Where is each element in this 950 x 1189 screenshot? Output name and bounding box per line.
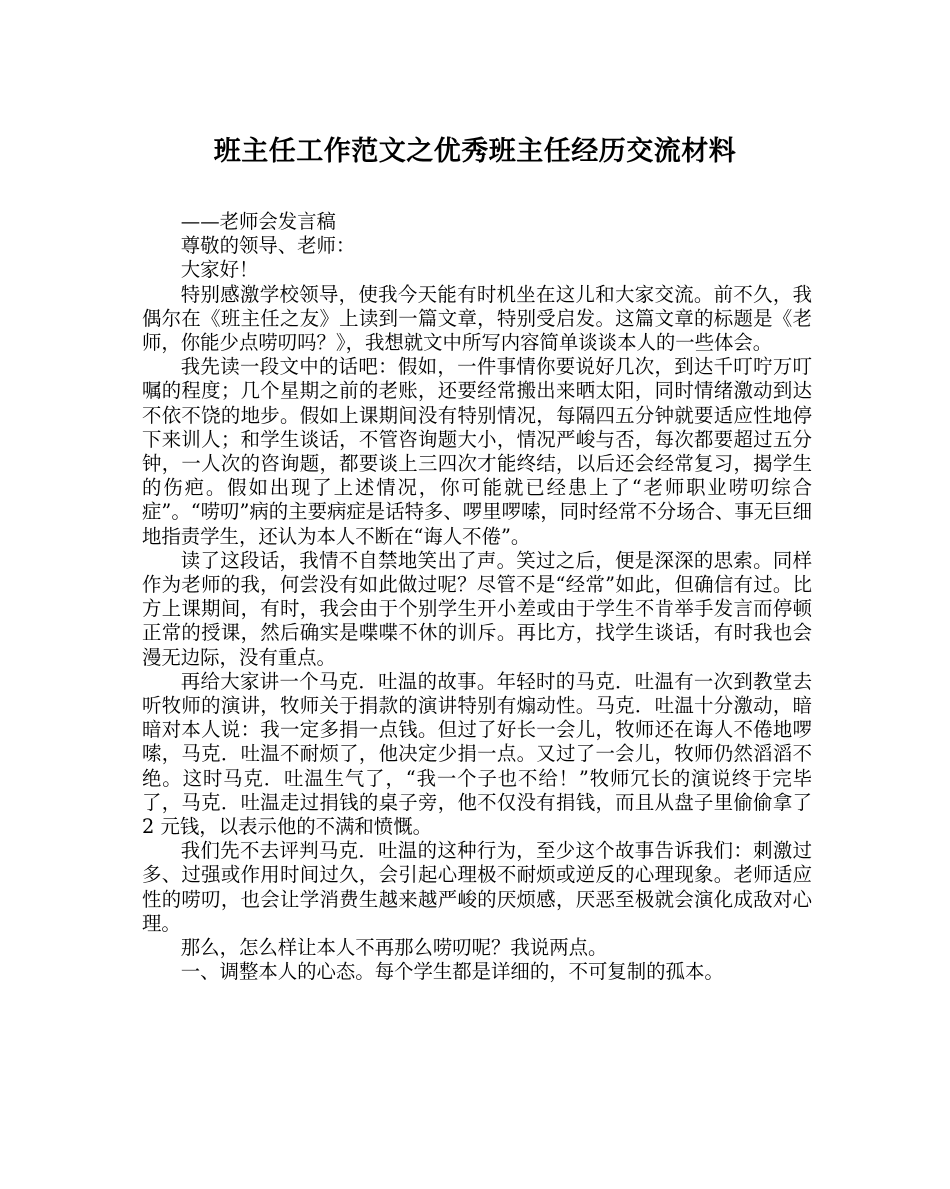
body-paragraph: 我们先不去评判马克．吐温的这种行为，至少这个故事告诉我们：刺激过多、过强或作用时间过久，会引起心理极不耐烦或逆反的心理现象。老师适应性的唠叨，也会让学消费生越来越严峻的厌烦感，厌恶至极就会演化成敌对心理。	[142, 839, 812, 935]
body-paragraph: 读了这段话，我情不自禁地笑出了声。笑过之后，便是深深的思索。同样作为老师的我，何尝没有如此做过呢？尽管不是“经常”如此，但确信有过。比方上课期间，有时，我会由于个别学生开小差或由于学生不肯举手发言而停顿正常的授课，然后确实是喋喋不休的训斥。再比方，找学生谈话，有时我也会漫无边际，没有重点。	[142, 548, 812, 669]
body-paragraph: 特别感激学校领导，使我今天能有时机坐在这儿和大家交流。前不久，我偶尔在《班主任之友》上读到一篇文章，特别受启发。这篇文章的标题是《老师，你能少点唠叨吗？》，我想就文中所写内容简单谈谈本人的一些体会。	[142, 282, 812, 355]
body-paragraph: 一、调整本人的心态。每个学生都是详细的，不可复制的孤本。	[180, 960, 724, 984]
document-title: 班主任工作范文之优秀班主任经历交流材料	[213, 136, 737, 167]
body-paragraph: 我先读一段文中的话吧：假如，一件事情你要说好几次，到达千叮咛万叮嘱的程度；几个星期之前的老账，还要经常搬出来晒太阳，同时情绪激动到达不依不饶的地步。假如上课期间没有特别情况，每隔四五分钟就要适应性地停下来训人；和学生谈话，不管咨询题大小，情况严峻与否，每次都要超过五分钟，一人次的咨询题，都要谈上三四次才能终结，以后还会经常复习，揭学生的伤疤。假如出现了上述情况，你可能就已经患上了“老师职业唠叨综合症”。“唠叨”病的主要病症是话特多、啰里啰嗦，同时经常不分场合、事无巨细地指责学生，还认为本人不断在“诲人不倦”。	[142, 355, 812, 548]
subtitle-paragraph: ——老师会发言稿	[180, 210, 336, 233]
greeting-paragraph: 大家好！	[180, 258, 259, 282]
document-body	[142, 210, 812, 985]
body-paragraph: 再给大家讲一个马克．吐温的故事。年轻时的马克．吐温有一次到教堂去听牧师的演讲，牧师关于捐款的演讲特别有煽动性。马克．吐温十分激动，暗暗对本人说：我一定多捐一点钱。但过了好长一会儿，牧师还在诲人不倦地啰嗦，马克．吐温不耐烦了，他决定少捐一点。又过了一会儿，牧师仍然滔滔不绝。这时马克．吐温生气了，“我一个子也不给！”牧师冗长的演说终于完毕了，马克．吐温走过捐钱的桌子旁，他不仅没有捐钱，而且从盘子里偷偷拿了 2 元钱，以表示他的不满和愤慨。	[142, 669, 812, 839]
salutation-paragraph: 尊敬的领导、老师：	[180, 234, 356, 258]
body-paragraph: 那么，怎么样让本人不再那么唠叨呢？我说两点。	[180, 936, 608, 960]
